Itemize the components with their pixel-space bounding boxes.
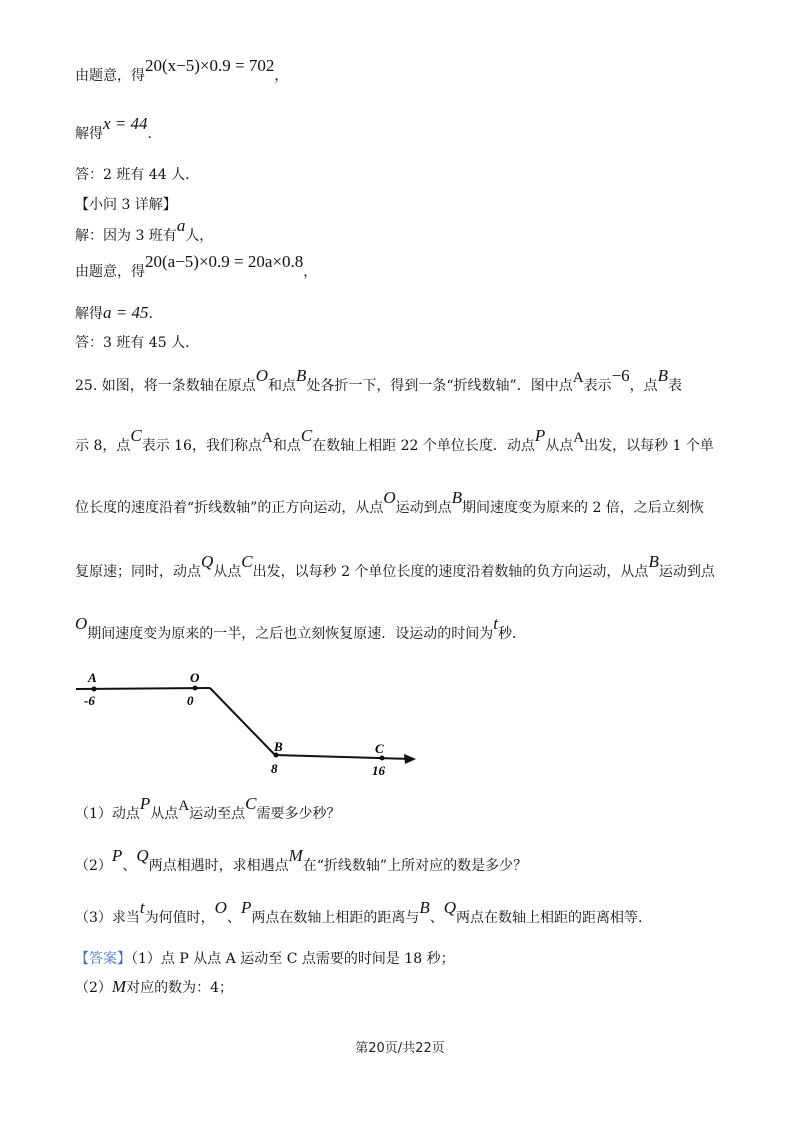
point-C: C <box>241 552 253 571</box>
answer-text: （1）点 P 从点 A 运动至 C 点需要的时间是 18 秒； <box>131 951 455 967</box>
text: 答：2 班有 44 人． <box>75 167 200 183</box>
point-A: A <box>572 370 584 386</box>
point-B: B <box>648 552 659 571</box>
point-O: O <box>383 488 396 507</box>
point-B: B <box>451 488 462 507</box>
point-A: A <box>178 798 190 814</box>
figure-label-C: C <box>375 741 384 756</box>
solution-line-7 <box>75 304 153 323</box>
point-C-dot <box>380 756 385 761</box>
point-O: O <box>214 898 227 917</box>
variable: a <box>176 216 186 235</box>
text: 人， <box>185 228 214 244</box>
solution-line-6 <box>75 252 318 281</box>
equation: x = 44 <box>103 114 148 133</box>
figure-label-A: A <box>88 670 97 685</box>
point-C: C <box>245 794 257 813</box>
text: 解：因为 3 班有 <box>75 228 177 244</box>
text: 答：3 班有 45 人． <box>75 335 200 351</box>
point-C: C <box>300 426 313 445</box>
folded-number-line-figure <box>70 665 430 780</box>
question-2: （2）P、Q两点相遇时，求相遇点M在“折线数轴”上所对应的数是多少？ <box>75 846 528 874</box>
axis-segment-BC <box>275 755 412 759</box>
axis-segment-OB <box>210 688 275 755</box>
value: −6 <box>611 366 630 385</box>
text: 由题意，得 <box>75 264 145 280</box>
figure-label-B: B <box>274 739 283 754</box>
point-A: A <box>573 430 585 446</box>
text: ， <box>303 264 318 280</box>
point-B: B <box>419 898 430 917</box>
text: 由题意，得 <box>75 68 145 84</box>
page-number: 第20页/共22页 <box>355 1041 445 1056</box>
equation: 20(x−5)×0.9 = 702 <box>145 56 275 75</box>
figure-value-O: 0 <box>187 693 194 708</box>
point-P: P <box>111 846 123 865</box>
point-M: M <box>111 977 127 996</box>
text: . <box>147 126 152 142</box>
arrow-head-icon <box>404 754 416 764</box>
point-O: O <box>75 614 88 633</box>
text: . <box>148 306 153 322</box>
point-A-dot <box>92 687 97 692</box>
answer-line-1 <box>75 950 455 968</box>
equation: a = 45 <box>103 303 149 322</box>
point-P: P <box>240 898 252 917</box>
question-3: （3）求当t为何值时，O、P两点在数轴上相距的距离与B、Q两点在数轴上相距的距离相等. <box>75 898 643 926</box>
figure-value-B: 8 <box>271 761 278 776</box>
solution-line-1 <box>75 56 289 85</box>
text: ， <box>274 68 289 84</box>
text: 解得 <box>75 306 103 322</box>
point-C: C <box>130 426 142 445</box>
figure-value-C: 16 <box>372 763 385 778</box>
point-P: P <box>534 426 546 445</box>
point-Q: Q <box>136 846 149 865</box>
point-O: O <box>255 366 268 385</box>
point-M: M <box>288 846 303 865</box>
variable-t: t <box>493 614 499 633</box>
figure-label-O: O <box>190 670 200 685</box>
question-1: （1）动点P从点A运动至点C需要多少秒？ <box>75 794 341 822</box>
problem-line-4: 复原速；同时，动点Q从点C出发，以每秒 2 个单位长度的速度沿着数轴的负方向运动，从点B运动到点 <box>75 552 715 580</box>
point-B: B <box>657 366 669 385</box>
answer-tag: 【答案】 <box>75 951 131 967</box>
point-O-dot <box>193 686 198 691</box>
section-heading <box>75 196 177 214</box>
equation: 20(a−5)×0.9 = 20a×0.8 <box>145 252 304 271</box>
text: 【小问 3 详解】 <box>75 197 177 213</box>
problem-line-5: O期间速度变为原来的一半，之后也立刻恢复原速．设运动的时间为t秒． <box>75 614 527 642</box>
solution-line-8 <box>75 334 199 352</box>
figure-value-A: -6 <box>84 693 95 708</box>
point-Q: Q <box>443 898 456 917</box>
point-Q: Q <box>201 552 214 571</box>
text: 解得 <box>75 126 103 142</box>
problem-line-3: 位长度的速度沿着“折线数轴”的正方向运动，从点O运动到点B期间速度变为原来的 2 倍，之后立刻恢 <box>75 488 704 516</box>
solution-line-2 <box>75 114 152 143</box>
point-P: P <box>139 794 151 813</box>
answer-line-2: （2）M对应的数为：4； <box>75 977 234 996</box>
solution-line-5 <box>75 216 214 245</box>
problem-line-2: 示 8，点C表示 16，我们称点A和点C在数轴上相距 22 个单位长度．动点P从点A出发，以每秒 1 个单 <box>75 426 714 454</box>
point-A: A <box>261 430 273 446</box>
problem-line-1: 25. 如图，将一条数轴在原点O和点B处各折一下，得到一条“折线数轴”．图中点A表示−6，点B表 <box>75 366 683 394</box>
solution-line-3 <box>75 166 199 184</box>
variable-t: t <box>139 898 145 917</box>
point-B: B <box>296 366 307 385</box>
